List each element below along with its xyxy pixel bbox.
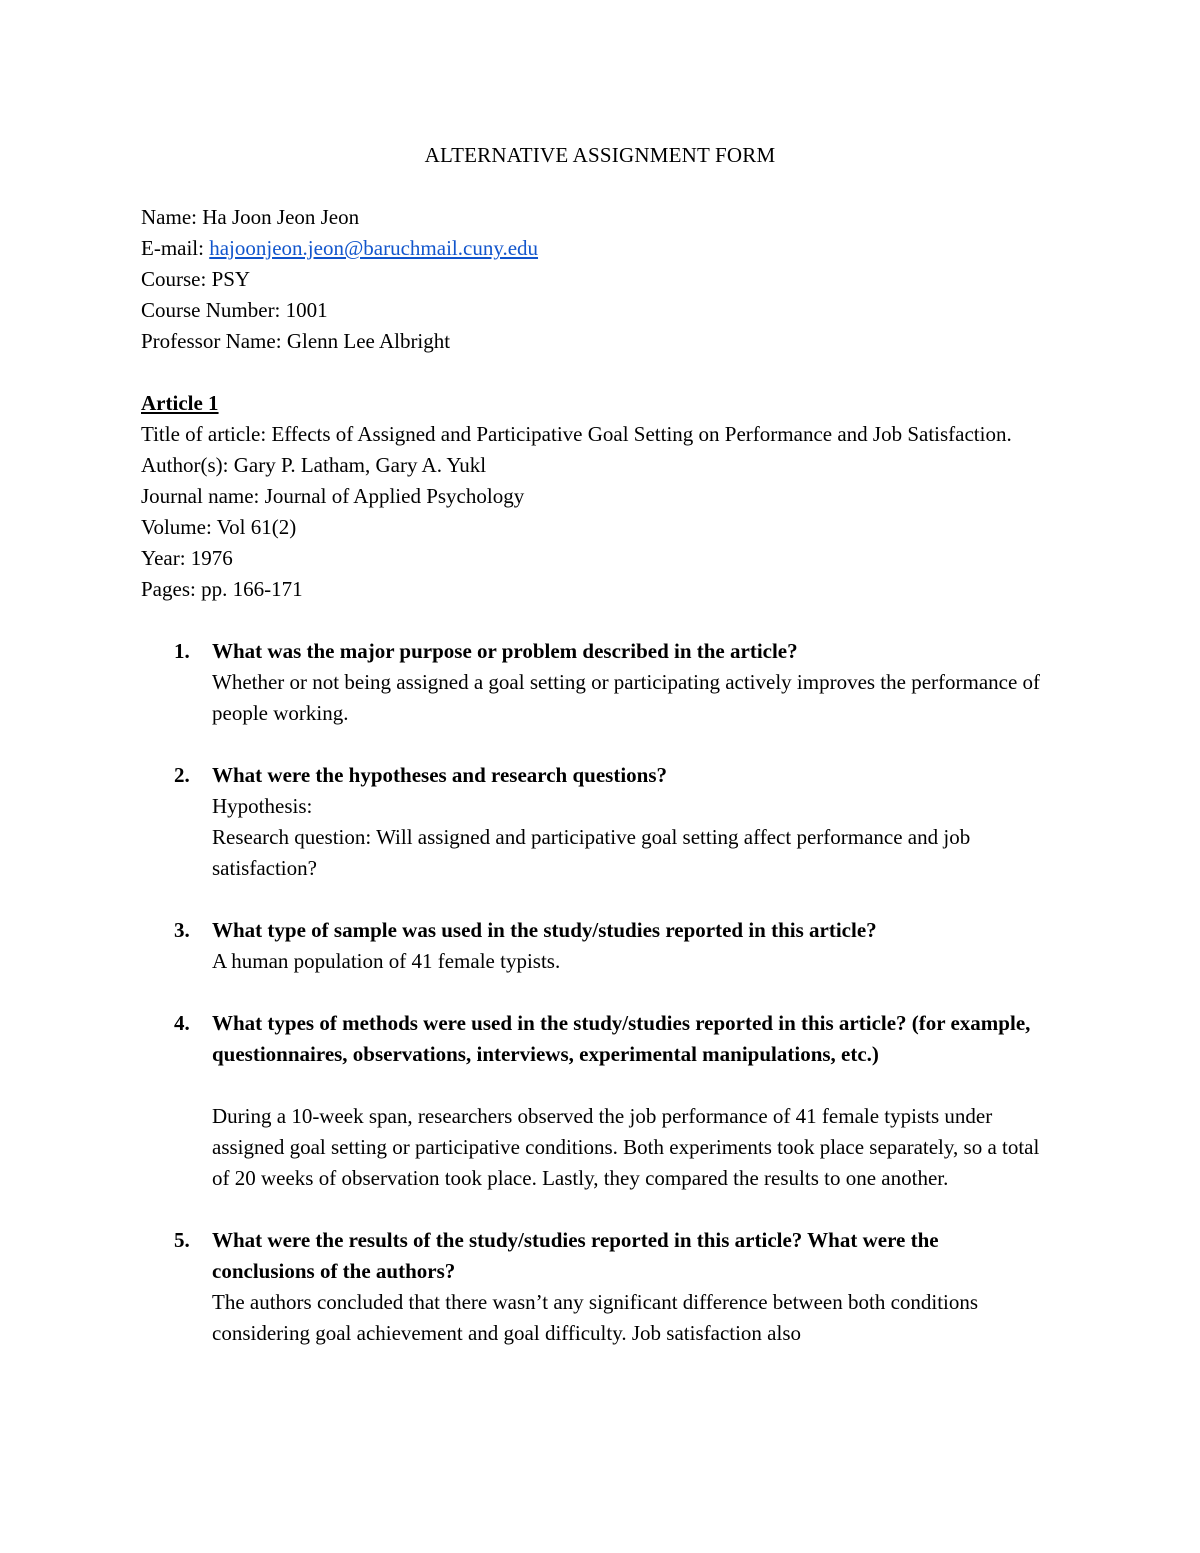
authors-value: Gary P. Latham, Gary A. Yukl [233, 453, 487, 477]
professor-field [141, 326, 1041, 357]
year-value: 1976 [190, 546, 233, 570]
article-title-value: Effects of Assigned and Participative Goal Setting on Performance and Job Satisfaction. [271, 422, 1012, 446]
answer-text: A human population of 41 female typists. [212, 949, 561, 973]
course-value: PSY [211, 267, 251, 291]
name-value: Ha Joon Jeon Jeon [202, 205, 360, 229]
question-list [141, 636, 1041, 1349]
pages-label: Pages: [141, 577, 202, 601]
authors-field [141, 450, 1041, 481]
answer-text: Whether or not being assigned a goal setting or participating actively improves the performance of people working. [212, 670, 1041, 725]
journal-field [141, 481, 1041, 512]
question-text: What was the major purpose or problem described in the article? [212, 639, 798, 663]
question-text: What types of methods were used in the study/studies reported in this article? (for example, questionnaires, observations, interviews, experimental manipulations, etc.) [212, 1011, 1031, 1066]
pages-field [141, 574, 1041, 605]
answer-text: Research question: Will assigned and participative goal setting affect performance and job satisfaction? [212, 825, 971, 880]
question-number: 4. [174, 1011, 190, 1035]
course-number-label: Course Number: [141, 298, 286, 322]
document-content [141, 140, 1041, 1380]
name-label: Name: [141, 205, 203, 229]
article-title-label: Title of article: [141, 422, 272, 446]
course-number-field [141, 295, 1041, 326]
name-field [141, 202, 1041, 233]
answer-text: Hypothesis: [212, 794, 313, 818]
volume-field [141, 512, 1041, 543]
question-number: 5. [174, 1228, 190, 1252]
volume-value: Vol 61(2) [216, 515, 297, 539]
question-number: 1. [174, 639, 190, 663]
journal-value: Journal of Applied Psychology [264, 484, 525, 508]
course-field [141, 264, 1041, 295]
email-field [141, 233, 1041, 264]
authors-label: Author(s): [141, 453, 234, 477]
question-text: What were the results of the study/studies reported in this article? What were the conclusions of the authors? [212, 1228, 939, 1283]
question-item-1 [141, 636, 1041, 729]
professor-value: Glenn Lee Albright [286, 329, 451, 353]
professor-label: Professor Name: [141, 329, 287, 353]
course-number-value: 1001 [285, 298, 328, 322]
question-item-4 [141, 1008, 1041, 1194]
question-item-3 [141, 915, 1041, 977]
article-title-field [141, 419, 1021, 450]
question-number: 2. [174, 763, 190, 787]
question-item-5 [141, 1225, 1041, 1349]
answer-text: During a 10-week span, researchers observed the job performance of 41 female typists under assigned goal setting or participative conditions. Both experiments took place separately, so a total of 20 weeks of observation took place. Lastly, they compared the results to one another. [212, 1104, 1040, 1190]
year-field [141, 543, 1041, 574]
question-text: What were the hypotheses and research questions? [212, 763, 668, 787]
email-link[interactable]: hajoonjeon.jeon@baruchmail.cuny.edu [209, 236, 539, 260]
article-heading: Article 1 [141, 391, 219, 415]
question-text: What type of sample was used in the study/studies reported in this article? [212, 918, 877, 942]
journal-label: Journal name: [141, 484, 265, 508]
course-label: Course: [141, 267, 212, 291]
question-item-2 [141, 760, 1041, 884]
question-number: 3. [174, 918, 190, 942]
volume-label: Volume: [141, 515, 217, 539]
email-label: E-mail: [141, 236, 210, 260]
pages-value: pp. 166-171 [201, 577, 303, 601]
year-label: Year: [141, 546, 191, 570]
answer-text: The authors concluded that there wasn’t any significant difference between both conditions considering goal achievement and goal difficulty. Job satisfaction also [212, 1290, 979, 1345]
form-title: ALTERNATIVE ASSIGNMENT FORM [424, 143, 776, 167]
